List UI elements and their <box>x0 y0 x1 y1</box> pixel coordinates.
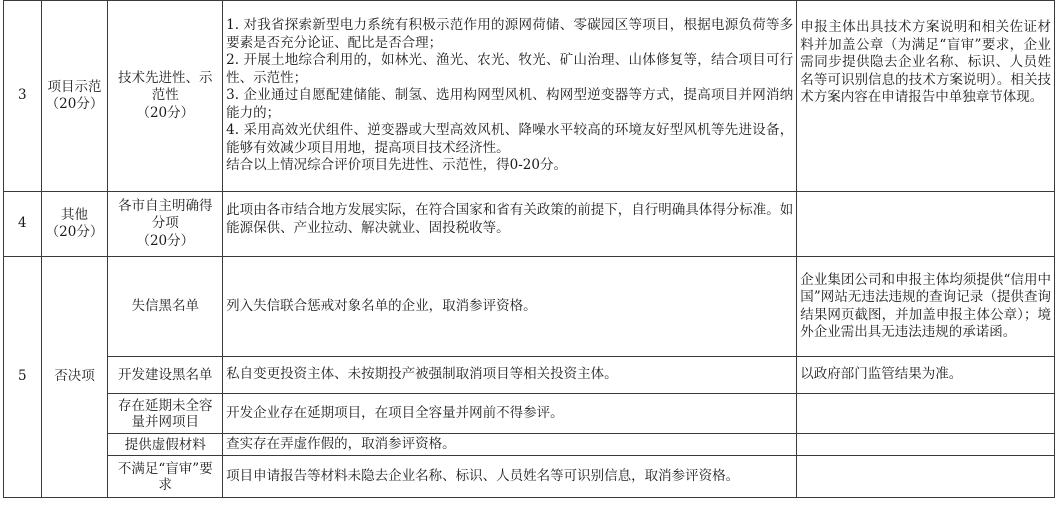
note-cell <box>797 456 1055 498</box>
standard-line: 2. 开展土地综合利用的，如林光、渔光、农光、牧光、矿山治理、山体修复等，结合项目可行性、示范性； <box>226 52 794 86</box>
row-number: 3 <box>17 87 27 104</box>
criterion-name: 各市自主明确得分项 <box>118 197 213 232</box>
standard-cell <box>223 1 797 192</box>
table-row <box>4 434 1055 456</box>
item-score: （20分） <box>45 224 104 240</box>
item-score: （20分） <box>45 96 104 112</box>
table-row <box>4 394 1055 434</box>
criterion-name: 存在延期未全容量并网项目 <box>118 397 213 430</box>
standard-text: 私自变更投资主体、未按期投产被强制取消项目等相关投资主体。 <box>226 366 618 383</box>
note-cell <box>797 434 1055 456</box>
criterion-cell <box>108 394 223 434</box>
item-name: 否决项 <box>54 368 95 385</box>
standard-text: 项目申请报告等材料未隐去企业名称、标识、人员姓名等可识别信息，取消参评资格。 <box>226 467 740 484</box>
note-cell <box>797 1 1055 192</box>
standard-line: 3. 企业通过自愿配建储能、制氢、选用构网型风机、构网型逆变器等方式，提高项目并网消纳能力的； <box>226 87 794 121</box>
table-row <box>4 1 1055 192</box>
standard-text: 查实存在弄虚作假的，取消参评资格。 <box>226 435 456 452</box>
criterion-name: 开发建设黑名单 <box>118 367 213 383</box>
standard-line: 1. 对我省探索新型电力系统有积极示范作用的源网荷储、零碳园区等项目，根据电源负荷等多要素是否充分论证、配比是否合理； <box>226 17 794 51</box>
criterion-score: （20分） <box>136 232 195 249</box>
standard-text: 开发企业存在延期项目，在项目全容量并网前不得参评。 <box>226 404 564 421</box>
criterion-cell <box>108 257 223 357</box>
note-text: 企业集团公司和申报主体均须提供“信用中国”网站无违法违规的查询记录（提供查询结果网页截图，并加盖申报主体公章）；境外企业需出具无违法违规的承诺函。 <box>800 271 1051 340</box>
row-number-cell <box>4 257 42 498</box>
item-cell <box>41 1 108 192</box>
standard-cell <box>223 394 797 434</box>
row-number: 4 <box>17 215 27 232</box>
note-text: 申报主体出具技术方案说明和相关佐证材料并加盖公章（为满足“盲审”要求，企业需同步提供隐去企业名称、标识、人员姓名等可识别信息的技术方案说明）。相关技术方案内容在申请报告中单独章节体现。 <box>800 19 1051 105</box>
criterion-cell <box>108 357 223 394</box>
criterion-name: 提供虚假材料 <box>124 436 206 453</box>
criterion-cell <box>108 1 223 192</box>
standard-cell <box>223 456 797 498</box>
criterion-name: 失信黑名单 <box>131 297 200 314</box>
row-number-cell <box>4 1 42 192</box>
standard-cell <box>223 357 797 394</box>
standard-line: 4. 采用高效光伏组件、逆变器或大型高效风机、降噪水平较高的环境友好型风机等先进设备，能够有效减少项目用地，提高项目技术经济性。 <box>226 122 794 156</box>
standard-cell <box>223 434 797 456</box>
table-row <box>4 192 1055 257</box>
criterion-cell <box>108 456 223 498</box>
row-number-cell <box>4 192 42 257</box>
note-cell <box>797 394 1055 434</box>
standard-text: 此项由各市结合地方发展实际，在符合国家和省有关政策的前提下，自行明确具体得分标准。如能源保供、产业拉动、解决就业、固投税收等。 <box>226 202 794 236</box>
criterion-cell <box>108 192 223 257</box>
item-cell <box>41 192 108 257</box>
standard-cell <box>223 257 797 357</box>
standard-cell <box>223 192 797 257</box>
standard-text: 列入失信联合惩戒对象名单的企业，取消参评资格。 <box>226 297 537 314</box>
criterion-name: 技术先进性、示范性 <box>118 69 213 104</box>
table-row <box>4 357 1055 394</box>
criterion-score: （20分） <box>136 104 195 121</box>
note-cell <box>797 257 1055 357</box>
item-name: 其他 <box>61 206 88 223</box>
note-cell <box>797 357 1055 394</box>
criterion-name: 不满足“盲审”要求 <box>117 460 213 493</box>
standard-line: 结合以上情况综合评价项目先进性、示范性，得0-20分。 <box>226 157 567 174</box>
note-text: 以政府部门监管结果为准。 <box>800 366 963 383</box>
table-row <box>4 257 1055 357</box>
note-cell <box>797 192 1055 257</box>
table-row <box>4 456 1055 498</box>
scoring-criteria-table <box>3 0 1055 498</box>
row-number: 5 <box>17 368 27 385</box>
item-cell <box>41 257 108 498</box>
item-name: 项目示范 <box>47 78 102 95</box>
criterion-cell <box>108 434 223 456</box>
